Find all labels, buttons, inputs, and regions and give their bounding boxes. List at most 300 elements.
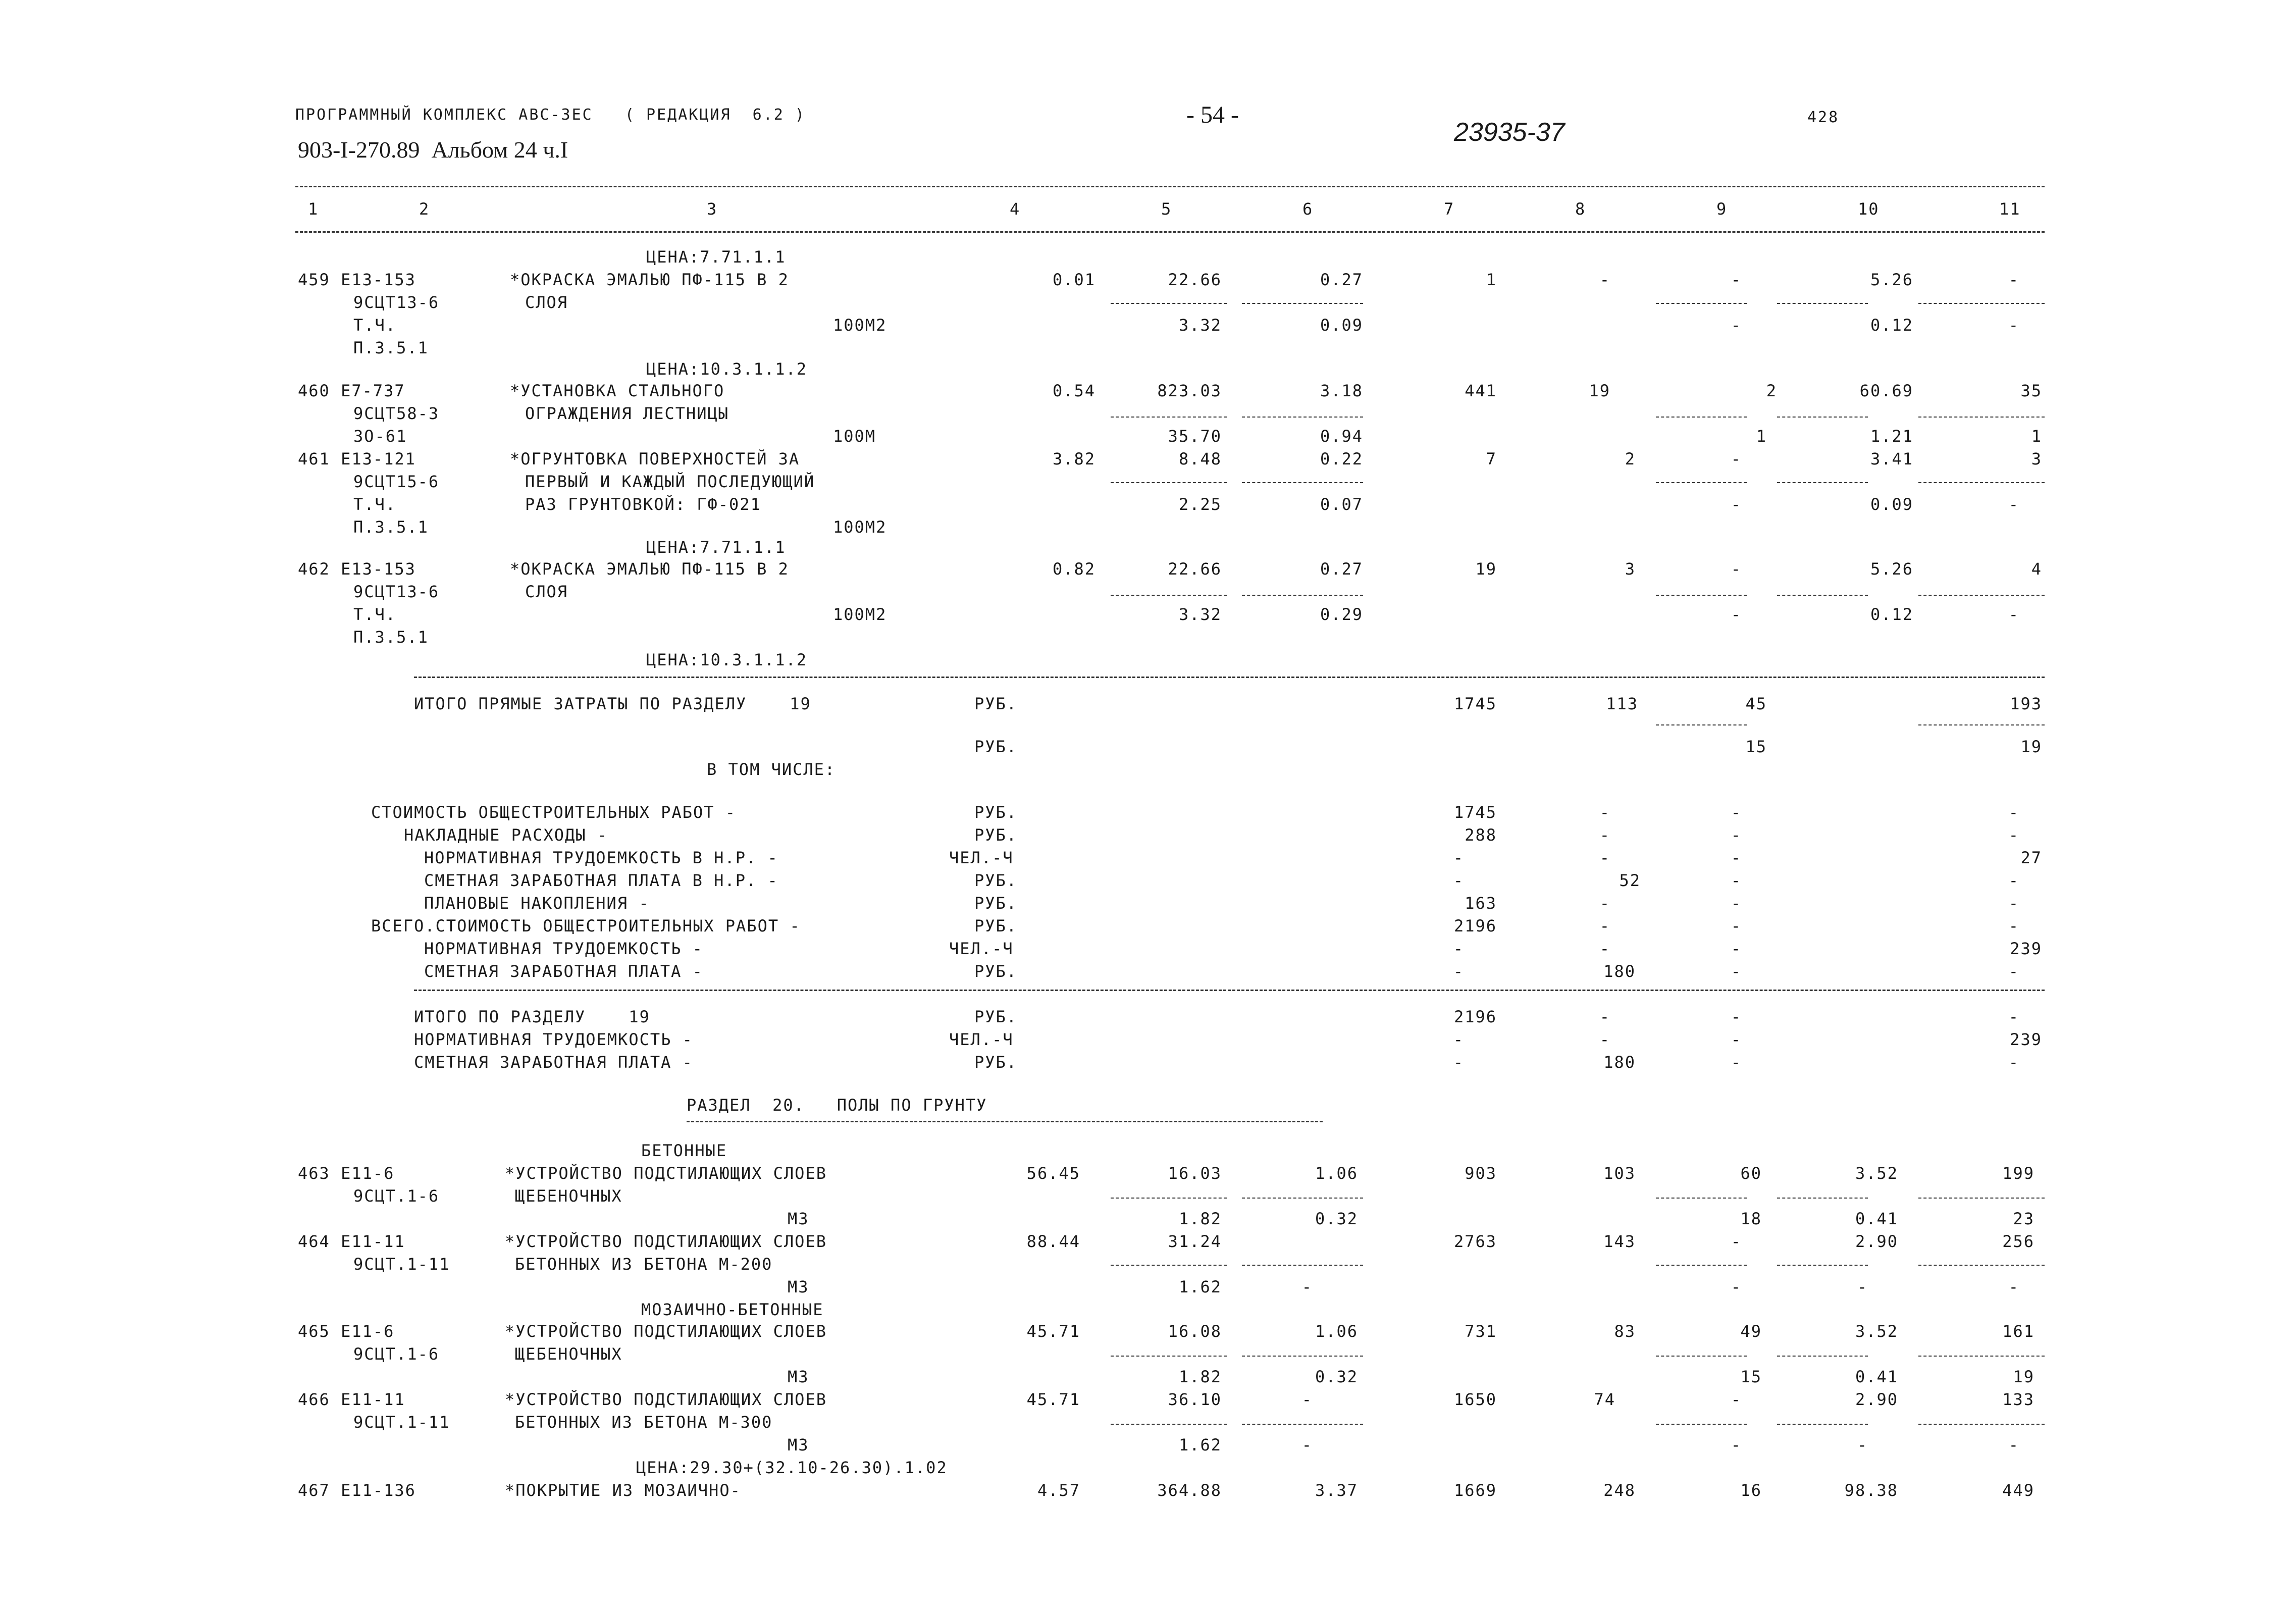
table-cell-value: - [1453,962,1464,981]
sub-rule [1918,303,2045,304]
table-cell-value: 4.57 [1037,1481,1080,1500]
table-cell-value: 3.18 [1320,381,1363,400]
table-cell-value: 1 [2031,427,2042,446]
table-cell-value: 161 [2002,1322,2034,1341]
table-cell-value: - [1731,1053,1742,1072]
table-cell-text: БЕТОННЫЕ [641,1141,727,1160]
table-cell-text: *УСТРОЙСТВО ПОДСТИЛАЮЩИХ СЛОЕВ [505,1390,827,1409]
table-cell-value: 31.24 [1168,1232,1222,1251]
table-cell-value: 2 [1625,449,1636,469]
table-cell-value: 0.54 [1052,381,1095,400]
table-cell-text: *УСТРОЙСТВО ПОДСТИЛАЮЩИХ СЛОЕВ [505,1322,827,1341]
table-cell-text: 100М [833,427,876,446]
table-cell-value: - [1599,848,1610,867]
table-cell-value: 0.94 [1320,427,1363,446]
table-cell-text: П.3.5.1 [353,628,429,647]
table-cell-value: 16.03 [1168,1164,1222,1183]
table-cell-value: - [2008,894,2019,913]
table-cell-value: 0.29 [1320,605,1363,624]
table-cell-value: - [1731,1030,1742,1049]
table-cell-value: - [1731,894,1742,913]
table-cell-text: ЦЕНА:10.3.1.1.2 [646,650,807,669]
table-cell-text: РУБ. [974,962,1018,981]
table-cell-text: ЧЕЛ.-Ч [949,848,1014,867]
table-cell-value: 74 [1594,1390,1615,1409]
table-cell-value: 1.62 [1178,1435,1222,1455]
table-cell-value: 239 [2010,1030,2042,1049]
table-cell-text: ЦЕНА:7.71.1.1 [646,538,786,557]
table-cell-text: ПЕРВЫЙ И КАЖДЫЙ ПОСЛЕДУЮЩИЙ [525,472,815,491]
table-cell-value: - [1453,848,1464,867]
column-header: 11 [1999,199,2021,219]
column-header: 10 [1858,199,1880,219]
column-header: 3 [707,199,718,219]
sub-rule [1656,1356,1747,1357]
table-cell-text: Т.Ч. [353,316,397,335]
sub-rule [1777,417,1868,418]
column-header: 2 [419,199,430,219]
table-cell-text: 9СЦТ13-6 [353,293,440,312]
sub-rule [1918,417,2045,418]
table-cell-text: РУБ. [974,1007,1018,1026]
table-cell-value: 0.12 [1870,605,1913,624]
table-cell-value: - [1599,916,1610,936]
table-cell-value: 83 [1614,1322,1636,1341]
table-cell-text: ЗО-61 [353,427,407,446]
table-cell-value: - [1599,270,1610,289]
table-cell-value: 3.82 [1052,449,1095,469]
table-cell-value: 49 [1740,1322,1762,1341]
table-cell-value: 22.66 [1168,559,1222,579]
table-cell-value: - [2008,1053,2019,1072]
table-cell-value: 88.44 [1026,1232,1080,1251]
table-cell-value: - [1731,939,1742,958]
table-cell-value: 23 [2013,1209,2034,1228]
sub-rule [1918,1265,2045,1266]
sub-rule [1111,1198,1227,1199]
sub-rule [1242,595,1363,596]
table-cell-value: 2.90 [1855,1390,1898,1409]
table-cell-text: 100М2 [833,605,887,624]
table-cell-text: 461 Е13-121 [298,449,416,469]
table-cell-text: СТОИМОСТЬ ОБЩЕСТРОИТЕЛЬНЫХ РАБОТ - [371,803,737,822]
subtotal-top-rule [414,677,2045,678]
table-cell-value: - [1301,1390,1313,1409]
sub-rule [1242,1424,1363,1425]
column-header: 1 [308,199,319,219]
table-cell-text: 9СЦТ15-6 [353,472,440,491]
table-cell-value: 8.48 [1178,449,1222,469]
sub-rule [1918,482,2045,483]
table-cell-text: 100М2 [833,517,887,537]
table-cell-value: - [1599,939,1610,958]
table-cell-value: 2.25 [1178,495,1222,514]
table-cell-value: - [1731,605,1742,624]
sub-rule [1918,1356,2045,1357]
column-header: 5 [1161,199,1172,219]
table-cell-text: РУБ. [974,894,1018,913]
sub-rule [1242,482,1363,483]
table-cell-value: 3 [1625,559,1636,579]
table-cell-value: 4 [2031,559,2042,579]
table-cell-value: 2763 [1453,1232,1497,1251]
table-cell-text: ИТОГО ПРЯМЫЕ ЗАТРАТЫ ПО РАЗДЕЛУ 19 [414,694,811,713]
table-cell-text: 9СЦТ.1-6 [353,1186,440,1206]
table-cell-value: 0.41 [1855,1367,1898,1386]
table-cell-value: - [1599,1030,1610,1049]
table-cell-value: - [1857,1277,1868,1296]
table-cell-value: 60.69 [1859,381,1913,400]
sub-rule [1777,595,1868,596]
table-cell-value: - [1453,939,1464,958]
table-cell-text: 465 Е11-6 [298,1322,395,1341]
sub-rule [1656,724,1747,725]
column-header: 9 [1716,199,1728,219]
table-cell-value: 163 [1465,894,1497,913]
table-cell-value: 0.32 [1315,1209,1358,1228]
table-cell-text: ЧЕЛ.-Ч [949,1030,1014,1049]
album-title: 903-I-270.89 Альбом 24 ч.I [298,137,568,163]
table-cell-text: 9СЦТ.1-11 [353,1255,450,1274]
table-cell-text: РУБ. [974,1053,1018,1072]
table-cell-value: 1 [1756,427,1767,446]
sub-rule [1656,303,1747,304]
table-cell-value: 2 [1766,381,1777,400]
sub-rule [1242,1356,1363,1357]
sub-rule [1242,1265,1363,1266]
column-header: 7 [1444,199,1455,219]
table-cell-value: 0.12 [1870,316,1913,335]
sub-rule [1918,724,2045,725]
table-cell-value: 248 [1603,1481,1636,1500]
table-cell-value: - [1599,825,1610,845]
table-cell-text: НОРМАТИВНАЯ ТРУДОЕМКОСТЬ В Н.Р. - [424,848,778,867]
table-cell-value: - [1731,449,1742,469]
table-cell-text: Т.Ч. [353,495,397,514]
table-cell-text: 100М2 [833,316,887,335]
table-cell-value: - [2008,803,2019,822]
table-cell-value: - [1731,1435,1742,1455]
table-cell-text: ЧЕЛ.-Ч [949,939,1014,958]
table-cell-text: 466 Е11-11 [298,1390,405,1409]
table-cell-text: 9СЦТ.1-6 [353,1344,440,1364]
section-title-underline [687,1121,1323,1122]
table-cell-value: - [1731,871,1742,890]
table-cell-value: 288 [1465,825,1497,845]
table-cell-value: - [1731,825,1742,845]
program-header: ПРОГРАММНЫЙ КОМПЛЕКС АВС-ЗЕС ( РЕДАКЦИЯ 6.2 ) [295,106,806,124]
table-cell-value: 1650 [1453,1390,1497,1409]
page-number: - 54 - [1186,101,1239,128]
table-cell-value: 19 [2020,737,2042,756]
table-cell-value: 0.09 [1870,495,1913,514]
table-cell-value: - [1731,848,1742,867]
table-cell-value: 5.26 [1870,270,1913,289]
table-cell-text: *ОКРАСКА ЭМАЛЬЮ ПФ-115 В 2 [510,559,789,579]
sub-rule [1656,417,1747,418]
table-cell-value: 199 [2002,1164,2034,1183]
table-cell-value: 60 [1740,1164,1762,1183]
table-cell-text: 9СЦТ58-3 [353,404,440,423]
table-cell-value: - [1731,495,1742,514]
table-cell-value: - [1731,1277,1742,1296]
table-cell-text: ВСЕГО.СТОИМОСТЬ ОБЩЕСТРОИТЕЛЬНЫХ РАБОТ - [371,916,801,936]
table-cell-text: ИТОГО ПО РАЗДЕЛУ 19 [414,1007,650,1026]
sub-rule [1918,1424,2045,1425]
table-cell-value: - [1453,1053,1464,1072]
table-cell-text: РУБ. [974,694,1018,713]
table-cell-value: 0.27 [1320,559,1363,579]
table-cell-text: РУБ. [974,916,1018,936]
table-cell-value: 0.22 [1320,449,1363,469]
table-cell-value: 441 [1465,381,1497,400]
table-cell-value: 133 [2002,1390,2034,1409]
table-cell-value: 3.52 [1855,1164,1898,1183]
table-cell-value: 180 [1603,962,1636,981]
table-cell-text: СМЕТНАЯ ЗАРАБОТНАЯ ПЛАТА - [414,1053,693,1072]
table-cell-text: ЩЕБЕНОЧНЫХ [515,1344,622,1364]
table-cell-value: - [1453,871,1464,890]
sub-rule [1242,303,1363,304]
table-cell-value: - [1731,270,1742,289]
table-cell-text: РАЗ ГРУНТОВКОЙ: ГФ-021 [525,495,761,514]
section-total-rule [414,990,2045,991]
table-cell-text: ЦЕНА:7.71.1.1 [646,247,786,267]
sub-rule [1656,595,1747,596]
table-cell-value: 45.71 [1026,1390,1080,1409]
table-cell-text: БЕТОННЫХ ИЗ БЕТОНА М-300 [515,1413,773,1432]
table-cell-value: 731 [1465,1322,1497,1341]
table-cell-text: РУБ. [974,825,1018,845]
table-top-rule [295,186,2045,187]
column-header: 4 [1010,199,1021,219]
table-cell-text: В ТОМ ЧИСЛЕ: [707,760,836,779]
table-cell-value: 0.41 [1855,1209,1898,1228]
table-cell-value: 449 [2002,1481,2034,1500]
table-cell-text: ПЛАНОВЫЕ НАКОПЛЕНИЯ - [424,894,650,913]
table-cell-value: - [1599,803,1610,822]
table-cell-text: П.3.5.1 [353,338,429,357]
table-cell-value: 35.70 [1168,427,1222,446]
table-cell-value: - [1453,1030,1464,1049]
table-cell-value: 19 [1475,559,1497,579]
table-cell-value: 2196 [1453,1007,1497,1026]
table-cell-value: 1745 [1453,803,1497,822]
sub-rule [1918,1198,2045,1199]
table-cell-value: - [2008,1435,2019,1455]
sub-rule [1656,1265,1747,1266]
table-cell-text: М3 [788,1277,809,1296]
table-cell-text: П.3.5.1 [353,517,429,537]
table-cell-value: - [2008,871,2019,890]
table-cell-value: 2.90 [1855,1232,1898,1251]
table-cell-value: 3.32 [1178,605,1222,624]
table-cell-value: 45 [1745,694,1767,713]
sub-rule [1111,303,1227,304]
sub-rule [1242,1198,1363,1199]
table-cell-value: - [2008,495,2019,514]
table-cell-value: 16 [1740,1481,1762,1500]
table-cell-text: 464 Е11-11 [298,1232,405,1251]
table-cell-text: 459 Е13-153 [298,270,416,289]
table-cell-text: СЛОЯ [525,293,568,312]
table-cell-value: 22.66 [1168,270,1222,289]
column-header-rule [295,231,2045,233]
sub-rule [1777,303,1868,304]
table-cell-value: - [2008,270,2019,289]
sub-rule [1111,482,1227,483]
table-cell-value: - [1731,1232,1742,1251]
table-cell-value: - [2008,605,2019,624]
table-cell-value: 239 [2010,939,2042,958]
sub-rule [1111,1265,1227,1266]
table-cell-text: *ПОКРЫТИЕ ИЗ МОЗАИЧНО- [505,1481,741,1500]
table-cell-text: РУБ. [974,871,1018,890]
table-cell-value: 0.01 [1052,270,1095,289]
column-header: 8 [1575,199,1586,219]
table-cell-text: *УСТАНОВКА СТАЛЬНОГО [510,381,725,400]
table-cell-text: НОРМАТИВНАЯ ТРУДОЕМКОСТЬ - [414,1030,693,1049]
table-cell-value: 27 [2020,848,2042,867]
table-cell-value: 1.06 [1315,1322,1358,1341]
sub-rule [1918,595,2045,596]
table-cell-text: СМЕТНАЯ ЗАРАБОТНАЯ ПЛАТА В Н.Р. - [424,871,778,890]
table-cell-text: БЕТОННЫХ ИЗ БЕТОНА М-200 [515,1255,773,1274]
table-cell-text: М3 [788,1209,809,1228]
table-cell-value: - [2008,1007,2019,1026]
table-cell-value: 903 [1465,1164,1497,1183]
table-cell-value: 52 [1619,871,1641,890]
table-cell-value: 5.26 [1870,559,1913,579]
table-cell-value: 364.88 [1157,1481,1222,1500]
table-cell-value: 56.45 [1026,1164,1080,1183]
table-cell-value: - [2008,316,2019,335]
sub-rule [1777,1198,1868,1199]
table-cell-text: 463 Е11-6 [298,1164,395,1183]
table-cell-text: СЛОЯ [525,582,568,601]
table-cell-text: РУБ. [974,737,1018,756]
table-cell-text: *УСТРОЙСТВО ПОДСТИЛАЮЩИХ СЛОЕВ [505,1232,827,1251]
table-cell-text: 9СЦТ.1-11 [353,1413,450,1432]
sheet-number: 428 [1807,109,1840,126]
sub-rule [1656,482,1747,483]
table-cell-text: Т.Ч. [353,605,397,624]
sub-rule [1777,482,1868,483]
table-cell-text: *УСТРОЙСТВО ПОДСТИЛАЮЩИХ СЛОЕВ [505,1164,827,1183]
table-cell-value: - [1599,894,1610,913]
table-cell-value: 98.38 [1844,1481,1898,1500]
table-cell-value: 3.37 [1315,1481,1358,1500]
table-cell-value: - [2008,825,2019,845]
table-cell-text: РАЗДЕЛ 20. ПОЛЫ ПО ГРУНТУ [687,1096,987,1115]
table-cell-value: 3 [2031,449,2042,469]
table-cell-value: 0.09 [1320,316,1363,335]
table-cell-text: ЦЕНА:29.30+(32.10-26.30).1.02 [636,1458,948,1477]
table-cell-value: 103 [1603,1164,1636,1183]
table-cell-value: 7 [1486,449,1497,469]
table-cell-value: 0.82 [1052,559,1095,579]
table-cell-text: *ОГРУНТОВКА ПОВЕРХНОСТЕЙ ЗА [510,449,800,469]
sub-rule [1777,1356,1868,1357]
table-cell-value: 1.82 [1178,1367,1222,1386]
table-cell-text: ЩЕБЕНОЧНЫХ [515,1186,622,1206]
table-cell-value: 1.21 [1870,427,1913,446]
table-cell-value: - [1731,1007,1742,1026]
table-cell-value: 1.06 [1315,1164,1358,1183]
table-cell-text: СМЕТНАЯ ЗАРАБОТНАЯ ПЛАТА - [424,962,703,981]
table-cell-value: 1745 [1453,694,1497,713]
table-cell-value: 35 [2020,381,2042,400]
table-cell-text: МОЗАИЧНО-БЕТОННЫЕ [641,1300,824,1319]
document-number: 23935-37 [1454,118,1565,147]
table-cell-value: - [1731,316,1742,335]
table-cell-value: 0.32 [1315,1367,1358,1386]
table-cell-value: 3.32 [1178,316,1222,335]
table-cell-value: 1 [1486,270,1497,289]
table-cell-value: 180 [1603,1053,1636,1072]
table-cell-text: ЦЕНА:10.3.1.1.2 [646,359,807,379]
table-cell-value: 15 [1740,1367,1762,1386]
table-cell-value: 1.62 [1178,1277,1222,1296]
table-cell-text: 467 Е11-136 [298,1481,416,1500]
table-cell-text: М3 [788,1367,809,1386]
sub-rule [1111,595,1227,596]
table-cell-value: 823.03 [1157,381,1222,400]
table-cell-value: 0.07 [1320,495,1363,514]
table-cell-value: 19 [2013,1367,2034,1386]
table-cell-value: - [1731,559,1742,579]
table-cell-value: - [1301,1435,1313,1455]
table-cell-value: 1669 [1453,1481,1497,1500]
table-cell-value: 1.82 [1178,1209,1222,1228]
table-cell-value: 256 [2002,1232,2034,1251]
table-cell-value: - [1731,962,1742,981]
sub-rule [1777,1424,1868,1425]
table-cell-text: 460 Е7-737 [298,381,405,400]
sub-rule [1777,1265,1868,1266]
table-cell-value: 2196 [1453,916,1497,936]
table-cell-value: 3.41 [1870,449,1913,469]
table-cell-value: 0.27 [1320,270,1363,289]
table-cell-text: 462 Е13-153 [298,559,416,579]
table-cell-value: 3.52 [1855,1322,1898,1341]
table-cell-value: - [1731,803,1742,822]
table-cell-value: 16.08 [1168,1322,1222,1341]
table-cell-value: 143 [1603,1232,1636,1251]
table-cell-text: 9СЦТ13-6 [353,582,440,601]
table-cell-value: 36.10 [1168,1390,1222,1409]
table-cell-text: ОГРАЖДЕНИЯ ЛЕСТНИЦЫ [525,404,729,423]
table-cell-value: 19 [1589,381,1610,400]
table-cell-value: - [1857,1435,1868,1455]
table-cell-value: 193 [2010,694,2042,713]
column-header: 6 [1302,199,1314,219]
table-cell-value: 45.71 [1026,1322,1080,1341]
sub-rule [1111,1356,1227,1357]
sub-rule [1111,417,1227,418]
table-cell-value: - [1731,1390,1742,1409]
sub-rule [1242,417,1363,418]
table-cell-text: М3 [788,1435,809,1455]
sub-rule [1656,1198,1747,1199]
table-cell-value: - [1599,1007,1610,1026]
table-cell-text: НАКЛАДНЫЕ РАСХОДЫ - [404,825,608,845]
table-cell-value: 15 [1745,737,1767,756]
table-cell-value: - [2008,916,2019,936]
table-cell-text: НОРМАТИВНАЯ ТРУДОЕМКОСТЬ - [424,939,703,958]
sub-rule [1656,1424,1747,1425]
sub-rule [1111,1424,1227,1425]
